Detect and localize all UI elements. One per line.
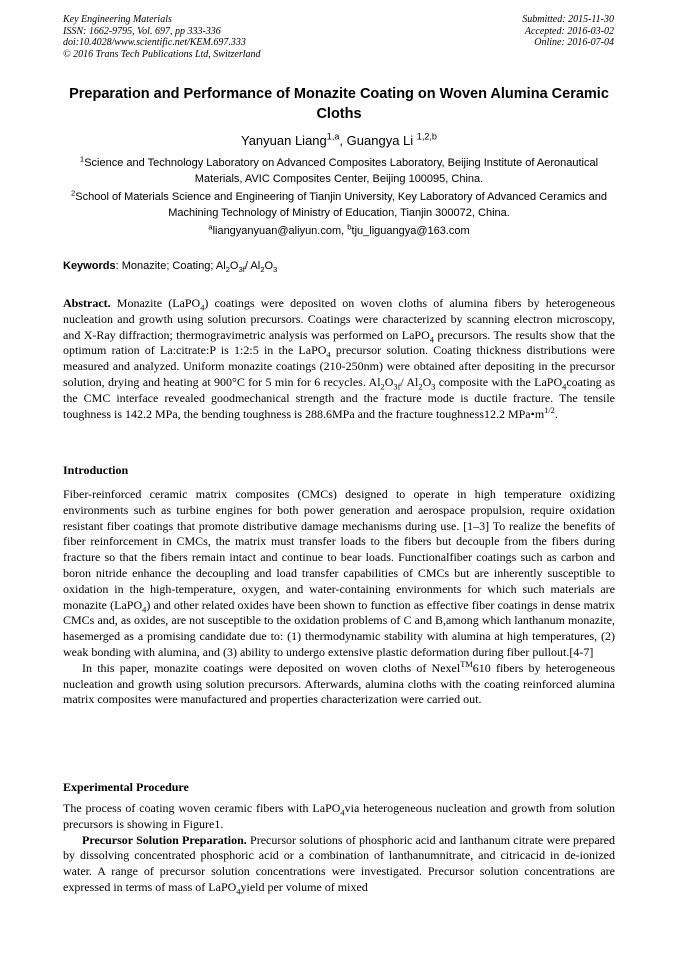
keywords-text: O — [264, 260, 274, 272]
author-1-affil-marker: 1,a — [326, 131, 340, 142]
subscript: 3f — [393, 382, 401, 392]
introduction-paragraph-2 — [63, 661, 615, 708]
subscript: 3 — [431, 382, 436, 392]
affiliation-2-number: 2 — [70, 188, 76, 198]
email-a: liangyanyuan@aliyun.com, — [212, 225, 348, 237]
keywords-text: : Monazite; Coating; Al — [115, 260, 226, 272]
subscript: 2 — [380, 382, 385, 392]
affiliation-1-text: Science and Technology Laboratory on Advanced Composites Laboratory, Beijing Institute of Aeronautical Materials, AVIC Composites Center, Beijing 100095, China. — [84, 157, 599, 185]
abstract-text: / Al — [400, 374, 419, 389]
submitted-date: Submitted: 2015-11-30 — [522, 14, 614, 25]
paragraph-text: The process of coating woven ceramic fibers with LaPO — [63, 801, 341, 815]
keywords — [63, 258, 615, 274]
keywords-text: / Al — [244, 260, 261, 272]
journal-name: Key Engineering Materials — [63, 14, 172, 25]
introduction-heading: Introduction — [63, 463, 129, 477]
superscript: 1/2 — [544, 405, 555, 415]
subscript: 4 — [200, 303, 205, 313]
issn-line: ISSN: 1662-9795, Vol. 697, pp 333-336 — [63, 25, 221, 37]
subscript: 3f — [238, 265, 245, 275]
email-b-marker: b — [347, 222, 352, 232]
author-2-name: Guangya Li — [346, 133, 417, 148]
introduction-paragraph-1 — [63, 487, 615, 661]
paragraph-text: In this paper, monazite coatings were deposited on woven cloths of Nexel — [82, 660, 461, 675]
experimental-body — [63, 801, 615, 896]
abstract-text: ) coatings were deposited on woven cloths of alumina fibers by heterogeneous nucleation and growth using solution precursors. Coatings were characterized by scanning electron microscopy, and X-Ray diffraction; thermogravimetric analysis was performed on LaPO — [63, 296, 615, 342]
affiliation-2 — [63, 190, 615, 221]
abstract-text: precursors. The results show that the optimum ration of La:citrate:P is 1:2:5 in the LaPO — [63, 327, 615, 358]
experimental-paragraph-1 — [63, 801, 615, 833]
affiliation-1 — [63, 156, 615, 187]
author-2-affil-marker: 1,2,b — [416, 131, 437, 142]
keywords-text: O — [229, 260, 239, 272]
copyright-line: © 2016 Trans Tech Publications Ltd, Switzerland — [63, 48, 261, 60]
subscript: 4 — [340, 808, 345, 818]
subscript: 4 — [326, 350, 331, 360]
author-separator: , — [339, 133, 347, 148]
online-date: Online: 2016-07-04 — [534, 37, 614, 48]
subscript: 4 — [429, 334, 434, 344]
email-a-marker: a — [208, 222, 213, 232]
abstract-label: Abstract. — [63, 296, 111, 310]
abstract-text: . — [554, 406, 558, 421]
paragraph-text: via heterogeneous nucleation and growth from solution precursors is showing in Figure1. — [63, 801, 616, 831]
superscript: TM — [460, 659, 473, 669]
abstract-text: O — [422, 374, 432, 389]
abstract-text: Monazite (LaPO — [110, 296, 201, 310]
subscript: 2 — [418, 382, 423, 392]
paragraph-text: yield per volume of mixed — [240, 879, 368, 894]
subscript: 2 — [260, 265, 265, 275]
doi-line: doi:10.4028/www.scientific.net/KEM.697.333 — [63, 37, 246, 48]
subscript: 3 — [273, 265, 278, 275]
subscript: 4 — [142, 604, 147, 614]
author-1-name: Yanyuan Liang — [240, 133, 327, 148]
abstract-text: coating as the CMC interface revealed goodmechanical strength and the fracture mode is ductile fracture. The tensile toughness is 142.2 MPa, the bending toughness is 288.6MPa and the fracture toughness12.2 MPa•m — [63, 374, 615, 421]
subscript: 4 — [236, 887, 241, 897]
paragraph-text: 610 fibers by heterogeneous nucleation and growth using solution precursors. Afterwards, alumina cloths with the coating reinforced alumina matrix composites were manufactured and properties characterization were carried out. — [63, 660, 615, 707]
paragraph-text: Fiber-reinforced ceramic matrix composites (CMCs) designed to operate in high temperature oxidizing environments such as turbine engines for both power generation and aerospace propulsion, require oxidation resistant fiber coatings that promote distributive damage mechanisms during use. [1–3] To realize the benefits of fiber reinforcement in CMCs, the matrix must transfer loads to the fibers but decouple from the fibers during fracture so that the fibers remain intact and continue to bear loads. Functionalfiber coatings such as carbon and boron nitride enhance the decoupling and load transfer capabilities of CMCs but are inherently susceptible to oxidation in the high-temperature, oxygen, and water-containing environments for which such materials are monazite (LaPO — [63, 487, 615, 612]
email-b: tju_liguangya@163.com — [351, 225, 470, 237]
abstract-text: composite with the LaPO — [435, 374, 563, 389]
author-list — [63, 132, 615, 150]
experimental-paragraph-2 — [63, 833, 615, 896]
subsection-label: Precursor Solution Preparation. — [82, 832, 247, 847]
affiliation-2-text: School of Materials Science and Engineering of Tianjin University, Key Laboratory of Advanced Ceramics and Machining Technology of Ministry of Education, Tianjin 300072, China. — [75, 191, 608, 219]
introduction-body — [63, 487, 615, 708]
experimental-heading: Experimental Procedure — [63, 780, 189, 794]
subscript: 2 — [225, 265, 230, 275]
paragraph-text: Precursor solutions of phosphoric acid and lanthanum citrate were prepared by dissolving concentrated phosphoric acid or a combination of lanthanumnitrate, and citricacid in de-ionized water. A range of precursor solution concentrations were investigated. Precursor solution concentrations are expressed in terms of mass of LaPO — [63, 832, 615, 894]
abstract — [63, 296, 615, 422]
paragraph-text: ) and other related oxides have been shown to function as effective fiber coatings in dense matrix CMCs and, as oxides, are not susceptible to the oxidation problems of C and B,among which lanthanum monazite, hasemerged as a promising candidate due to: (1) thermodynamic stability with alumina at high temperatures, (2) weak bonding with alumina, and (3) ability to undergo extensive plastic deformation during fiber pullout.[4-7] — [63, 597, 615, 659]
subscript: 4 — [562, 382, 567, 392]
author-emails — [63, 224, 615, 239]
affiliation-1-number: 1 — [79, 154, 85, 164]
accepted-date: Accepted: 2016-03-02 — [524, 25, 614, 37]
abstract-text: O — [384, 374, 394, 389]
publication-dates — [522, 14, 614, 49]
paper-title: Preparation and Performance of Monazite Coating on Woven Alumina Ceramic Cloths — [69, 86, 609, 122]
abstract-text: precursor solution. Coating thickness distributions were measured and analyzed. Uniform monazite coatings (210-250nm) were obtained after depositing in the precursor solution, drying and heating at 900°C for 5 min for 6 recycles. Al — [63, 343, 615, 389]
keywords-label: Keywords — [63, 260, 116, 272]
journal-info — [63, 14, 261, 60]
